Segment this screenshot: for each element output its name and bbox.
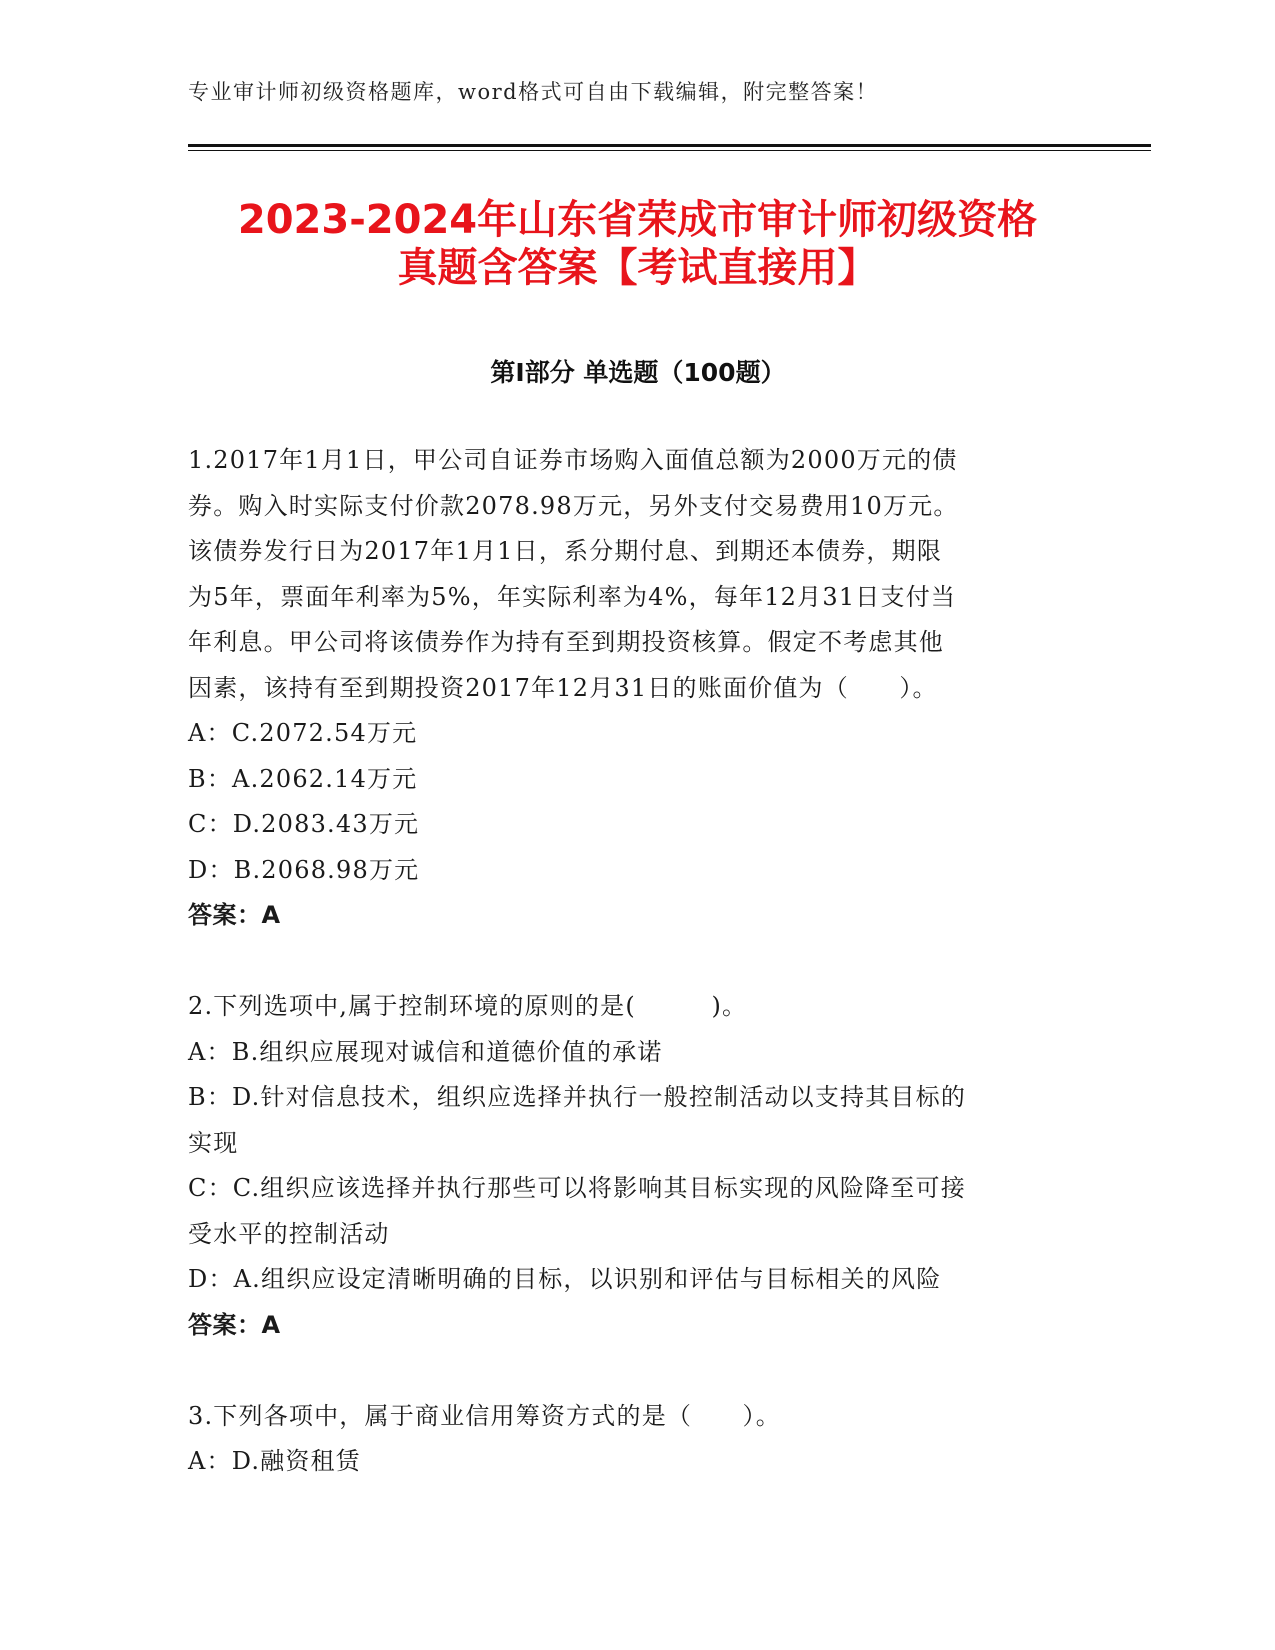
option-line: B：A.2062.14万元 [188, 764, 418, 793]
option-line: 受水平的控制活动 [188, 1219, 390, 1248]
header-rule-thick [188, 144, 1151, 147]
question-stem-line: 该债券发行日为2017年1月1日，系分期付息、到期还本债券，期限 [188, 537, 943, 565]
header-rule-thin [188, 150, 1151, 151]
answer-line: 答案：A [188, 1310, 281, 1339]
option-line: B：D.针对信息技术，组织应选择并执行一般控制活动以支持其目标的 [188, 1083, 967, 1111]
question-list [188, 438, 1088, 1485]
document-title-line: 真题含答案【考试直接用】 [397, 245, 878, 291]
question-stem-line: 券。购入时实际支付价款2078.98万元，另外支付交易费用10万元。 [188, 491, 959, 520]
question-stem-line: 年利息。甲公司将该债券作为持有至到期投资核算。假定不考虑其他 [188, 628, 944, 656]
header-note: 专业审计师初级资格题库，word格式可自由下载编辑，附完整答案！ [188, 80, 879, 104]
section-title: 第Ⅰ部分 单选题（100题） [490, 358, 786, 387]
option-line: D：B.2068.98万元 [188, 855, 420, 884]
question-1 [188, 438, 1088, 939]
option-line: A：B.组织应展现对诚信和道德价值的承诺 [188, 1037, 663, 1066]
question-stem-line: 为5年，票面年利率为5%，年实际利率为4%，每年12月31日支付当 [188, 582, 957, 611]
document-title [150, 196, 1125, 292]
question-2 [188, 984, 1088, 1348]
option-line: C：D.2083.43万元 [188, 810, 420, 838]
option-line: C：C.组织应该选择并执行那些可以将影响其目标实现的风险降至可接 [188, 1174, 966, 1202]
option-line: A：C.2072.54万元 [188, 719, 418, 747]
question-stem-line: 3.下列各项中，属于商业信用筹资方式的是（ ）。 [188, 1401, 781, 1430]
question-stem-line: 2.下列选项中,属于控制环境的原则的是( )。 [188, 992, 748, 1020]
question-3 [188, 1394, 1088, 1485]
option-line: A：D.融资租赁 [188, 1447, 361, 1475]
question-stem-line: 因素，该持有至到期投资2017年12月31日的账面价值为（ ）。 [188, 673, 938, 702]
answer-line: 答案：A [188, 901, 281, 929]
option-line: 实现 [188, 1128, 239, 1157]
question-stem-line: 1.2017年1月1日，甲公司自证券市场购入面值总额为2000万元的债 [188, 446, 958, 474]
document-title-line: 2023-2024年山东省荣成市审计师初级资格 [237, 197, 1038, 243]
option-line: D：A.组织应设定清晰明确的目标，以识别和评估与目标相关的风险 [188, 1265, 942, 1293]
